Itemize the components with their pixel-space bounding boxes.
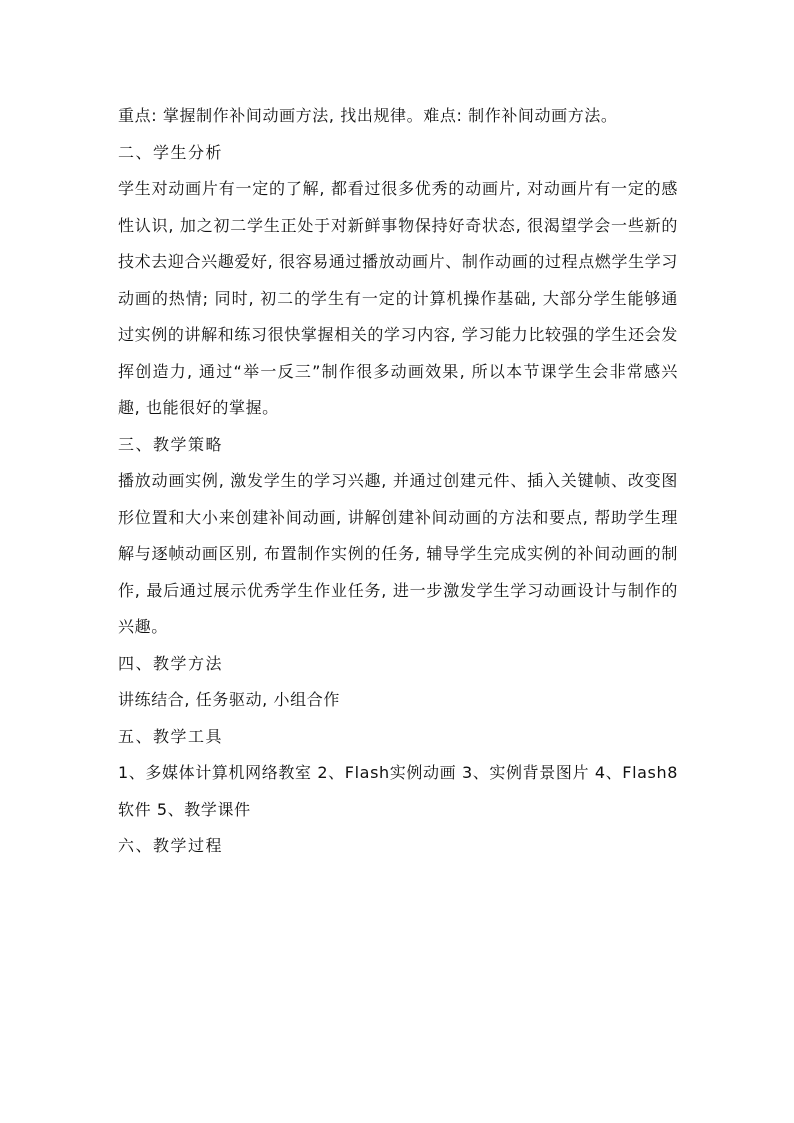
document-body bbox=[118, 98, 678, 865]
focus-points-paragraph: 重点: 掌握制作补间动画方法, 找出规律。难点: 制作补间动画方法。 bbox=[118, 106, 618, 125]
section-heading-teaching-strategy: 三、教学策略 bbox=[118, 434, 224, 454]
teaching-method-paragraph: 讲练结合, 任务驱动, 小组合作 bbox=[118, 690, 340, 709]
section-heading-teaching-process: 六、教学过程 bbox=[118, 836, 224, 855]
section-heading-teaching-tools: 五、教学工具 bbox=[118, 726, 224, 746]
teaching-strategy-paragraph: 播放动画实例, 激发学生的学习兴趣, 并通过创建元件、插入关键帧、改变图形位置和大小来创建补间动画, 讲解创建补间动画的方法和要点, 帮助学生理解与逐帧动画区别, 布置制作实例的任务, 辅导学生完成实例的补间动画的制作, 最后通过展示优秀学生作业任务, 进一步激发学生学习动画设计与制作的兴趣。 bbox=[118, 471, 678, 636]
section-heading-teaching-method: 四、教学方法 bbox=[118, 653, 224, 673]
section-heading-student-analysis: 二、学生分析 bbox=[118, 142, 224, 162]
student-analysis-paragraph: 学生对动画片有一定的了解, 都看过很多优秀的动画片, 对动画片有一定的感性认识, 加之初二学生正处于对新鲜事物保持好奇状态, 很渴望学会一些新的技术去迎合兴趣爱好, 很容易通过播放动画片、制作动画的过程点燃学生学习动画的热情; 同时, 初二的学生有一定的计算机操作基础, 大部分学生能够通过实例的讲解和练习很快掌握相关的学习内容, 学习能力比较强的学生还会发挥创造力, 通过“举一反三”制作很多动画效果, 所以本节课学生会非常感兴趣, 也能很好的掌握。 bbox=[118, 179, 678, 417]
teaching-tools-paragraph: 1、多媒体计算机网络教室 2、Flash实例动画 3、实例背景图片 4、Flash8 软件 5、教学课件 bbox=[118, 763, 678, 819]
